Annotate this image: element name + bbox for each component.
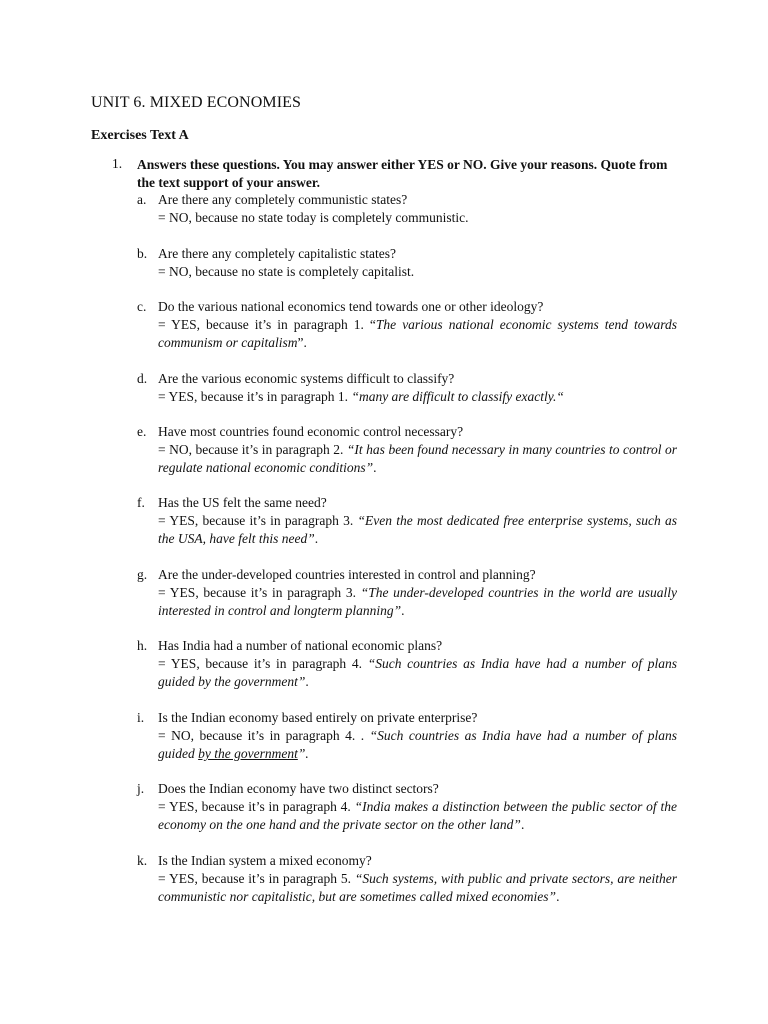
answer-tail: . xyxy=(401,603,405,618)
item-answer xyxy=(158,798,677,834)
answer-quote: “Such systems, with public and private sectors, are neither communistic nor capitalistic, but are sometimes called mixed economies” xyxy=(158,871,678,904)
list-item-b xyxy=(137,245,677,281)
item-answer xyxy=(158,209,677,227)
answer-quote: “Even the most dedicated free enterprise systems, such as the USA, have felt this need” xyxy=(158,513,678,546)
list-item-h xyxy=(137,637,677,691)
item-answer xyxy=(158,512,677,548)
answer-text: = YES, because it’s in paragraph 4. xyxy=(158,799,355,814)
question-number: 1. xyxy=(112,156,123,171)
item-letter: i. xyxy=(137,710,145,725)
answer-text: = YES, because it’s in paragraph 4. xyxy=(158,656,368,671)
answer-tail: ”. xyxy=(297,335,307,350)
answer-text: = NO, because no state is completely capitalist. xyxy=(158,264,415,279)
item-letter: e. xyxy=(137,424,147,439)
item-question: Do the various national economics tend towards one or other ideology? xyxy=(158,299,544,314)
item-question: Are there any completely capitalistic states? xyxy=(158,246,397,261)
answer-quote: “The under-developed countries in the world are usually interested in control and longterm planning” xyxy=(158,585,677,618)
item-answer xyxy=(158,584,677,620)
answer-quote: “It has been found necessary in many countries to control or regulate national economic conditions” xyxy=(158,442,677,475)
item-answer xyxy=(158,316,677,352)
answer-text: = YES, because it’s in paragraph 5. xyxy=(158,871,355,886)
answer-text: = NO, because it’s in paragraph 2. xyxy=(158,442,347,457)
list-item-d xyxy=(137,370,677,406)
item-answer xyxy=(158,441,677,477)
answer-quote: The various national economic systems tend towards communism or capitalism xyxy=(158,317,677,350)
list-item-e xyxy=(137,423,677,477)
list-item-j xyxy=(137,780,677,834)
item-answer xyxy=(158,870,677,906)
item-question: Has India had a number of national economic plans? xyxy=(158,638,443,653)
answer-text: = NO, because it’s in paragraph 4. . xyxy=(158,728,370,743)
item-question: Is the Indian system a mixed economy? xyxy=(158,853,372,868)
item-letter: h. xyxy=(137,638,148,653)
item-answer xyxy=(158,727,677,763)
list-item-c xyxy=(137,298,677,352)
item-question: Does the Indian economy have two distinct sectors? xyxy=(158,781,439,796)
answer-quote: “many are difficult to classify exactly.“ xyxy=(351,389,564,404)
list-item-a xyxy=(137,191,677,227)
item-question: Are there any completely communistic states? xyxy=(158,192,408,207)
answer-text: = YES, because it’s in paragraph 1. “ xyxy=(158,317,376,332)
item-question: Has the US felt the same need? xyxy=(158,495,327,510)
item-letter: j. xyxy=(137,781,145,796)
question-instruction: Answers these questions. You may answer either YES or NO. Give your reasons. Quote from the text support of your answer. xyxy=(137,157,668,190)
item-letter: g. xyxy=(137,567,148,582)
item-letter: k. xyxy=(137,853,148,868)
answer-tail: . xyxy=(556,889,560,904)
item-question: Are the various economic systems difficult to classify? xyxy=(158,371,455,386)
answer-quote: “Such countries as India have had a number of plans guided by the government” xyxy=(158,656,677,689)
answer-text: = YES, because it’s in paragraph 3. xyxy=(158,585,361,600)
item-letter: f. xyxy=(137,495,145,510)
answer-text: = YES, because it’s in paragraph 3. xyxy=(158,513,358,528)
answer-quote-underlined: by the government xyxy=(198,746,298,761)
unit-title: UNIT 6. MIXED ECONOMIES xyxy=(91,94,301,111)
answer-tail: . xyxy=(373,460,377,475)
item-answer xyxy=(158,263,677,281)
answer-tail: . xyxy=(305,674,309,689)
item-letter: b. xyxy=(137,246,148,261)
list-item-k xyxy=(137,852,677,906)
answer-text: = YES, because it’s in paragraph 1. xyxy=(158,389,352,404)
answer-text: = NO, because no state today is completely communistic. xyxy=(158,210,469,225)
item-letter: c. xyxy=(137,299,147,314)
list-item-g xyxy=(137,566,677,620)
answer-tail: . xyxy=(520,817,525,832)
answer-tail: . xyxy=(314,531,319,546)
item-question: Are the under-developed countries interested in control and planning? xyxy=(158,567,536,582)
item-question: Have most countries found economic control necessary? xyxy=(158,424,464,439)
list-item-f xyxy=(137,494,677,548)
list-item-i xyxy=(137,709,677,763)
exercises-title: Exercises Text A xyxy=(91,128,189,143)
item-question: Is the Indian economy based entirely on private enterprise? xyxy=(158,710,478,725)
answer-tail: ”. xyxy=(297,746,309,761)
item-letter: a. xyxy=(137,192,147,207)
item-answer xyxy=(158,655,677,691)
answer-quote: “Such countries as India have had a number of plans guided xyxy=(158,728,677,761)
item-answer xyxy=(158,388,677,406)
item-letter: d. xyxy=(137,371,148,386)
answer-quote: “India makes a distinction between the public sector of the economy on the one hand and the private sector on the other land” xyxy=(158,799,677,832)
